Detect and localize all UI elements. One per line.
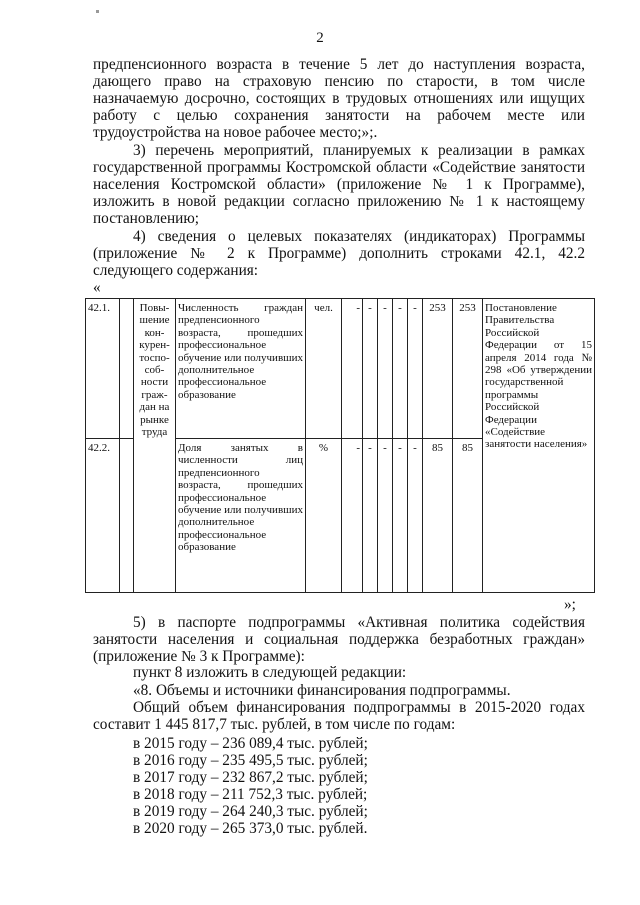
- scan-mark: [96, 10, 99, 13]
- value-cell: 85: [423, 439, 453, 593]
- value-cell: -: [378, 299, 393, 439]
- item-5-paragraph: 5) в паспорте подпрограммы «Активная политика содействия занятости населения и социальная поддержка безработных граждан» (приложение № 3 к Программе):: [93, 614, 585, 665]
- year-line: в 2017 году – 232 867,2 тыс. рублей;: [133, 769, 368, 786]
- indicators-table: [85, 298, 595, 593]
- row-number: 42.1.: [86, 299, 120, 439]
- item-3-paragraph: 3) перечень мероприятий, планируемых к реализации в рамках государственной программы Костромской области «Содействие занятости населения Костромской области» (приложение № 1 к Программе), изложить в новой редакции согласно приложению № 1 к настоящему постановлению;: [93, 142, 585, 227]
- basis-document: Постановление Правительства Российской Федерации от 15 апреля 2014 года № 298 «Об утверждении государственной программы Российской Федерации «Содействие занятости населения»: [483, 299, 595, 593]
- year-line: в 2016 году – 235 495,5 тыс. рублей;: [133, 752, 368, 769]
- table-row: [86, 299, 595, 439]
- value-cell: -: [342, 439, 363, 593]
- value-cell: -: [378, 439, 393, 593]
- item-4-paragraph: 4) сведения о целевых показателях (индикаторах) Программы (приложение № 2 к Программе) дополнить строками 42.1, 42.2 следующего содержания:: [93, 228, 585, 279]
- group-label: Повы-шение кон-курен-тоспо-соб-ности граж-дан на рынке труда: [134, 299, 176, 593]
- value-cell: 85: [453, 439, 483, 593]
- value-cell: -: [363, 299, 378, 439]
- indicator-name: Численность граждан предпенсионного возраста, прошедших профессиональное обучение или получивших дополнительное профессиональное образование: [176, 299, 306, 439]
- indicator-name: Доля занятых в численности лиц предпенсионного возраста, прошедших профессиональное обучение или получивших дополнительное профессиональное образование: [176, 439, 306, 593]
- value-cell: 253: [453, 299, 483, 439]
- total-financing: Общий объем финансирования подпрограммы в 2015-2020 годах составит 1 445 817,7 тыс. рублей, в том числе по годам:: [93, 699, 585, 733]
- empty-cell: [120, 299, 134, 439]
- value-cell: -: [393, 439, 408, 593]
- point-8-line: пункт 8 изложить в следующей редакции:: [133, 664, 407, 681]
- close-quote: »;: [564, 596, 576, 613]
- year-line: в 2020 году – 265 373,0 тыс. рублей.: [133, 820, 368, 837]
- year-line: в 2019 году – 264 240,3 тыс. рублей;: [133, 803, 368, 820]
- year-line: в 2015 году – 236 089,4 тыс. рублей;: [133, 735, 368, 752]
- intro-paragraph: предпенсионного возраста в течение 5 лет до наступления возраста, дающего право на страховую пенсию по старости, в том числе назначаемую досрочно, состоящих в трудовых отношениях или ищущих работу с целью сохранения занятости на рабочем месте или трудоустройства на новое рабочее место;»;.: [93, 56, 585, 141]
- unit: чел.: [306, 299, 342, 439]
- row-number: 42.2.: [86, 439, 120, 593]
- value-cell: -: [393, 299, 408, 439]
- open-quote: «: [93, 279, 101, 296]
- value-cell: -: [363, 439, 378, 593]
- empty-cell: [120, 439, 134, 593]
- section-title: «8. Объемы и источники финансирования подпрограммы.: [133, 682, 511, 699]
- value-cell: -: [408, 299, 423, 439]
- value-cell: -: [342, 299, 363, 439]
- page-number: 2: [316, 30, 324, 46]
- value-cell: -: [408, 439, 423, 593]
- unit: %: [306, 439, 342, 593]
- year-line: в 2018 году – 211 752,3 тыс. рублей;: [133, 786, 368, 803]
- value-cell: 253: [423, 299, 453, 439]
